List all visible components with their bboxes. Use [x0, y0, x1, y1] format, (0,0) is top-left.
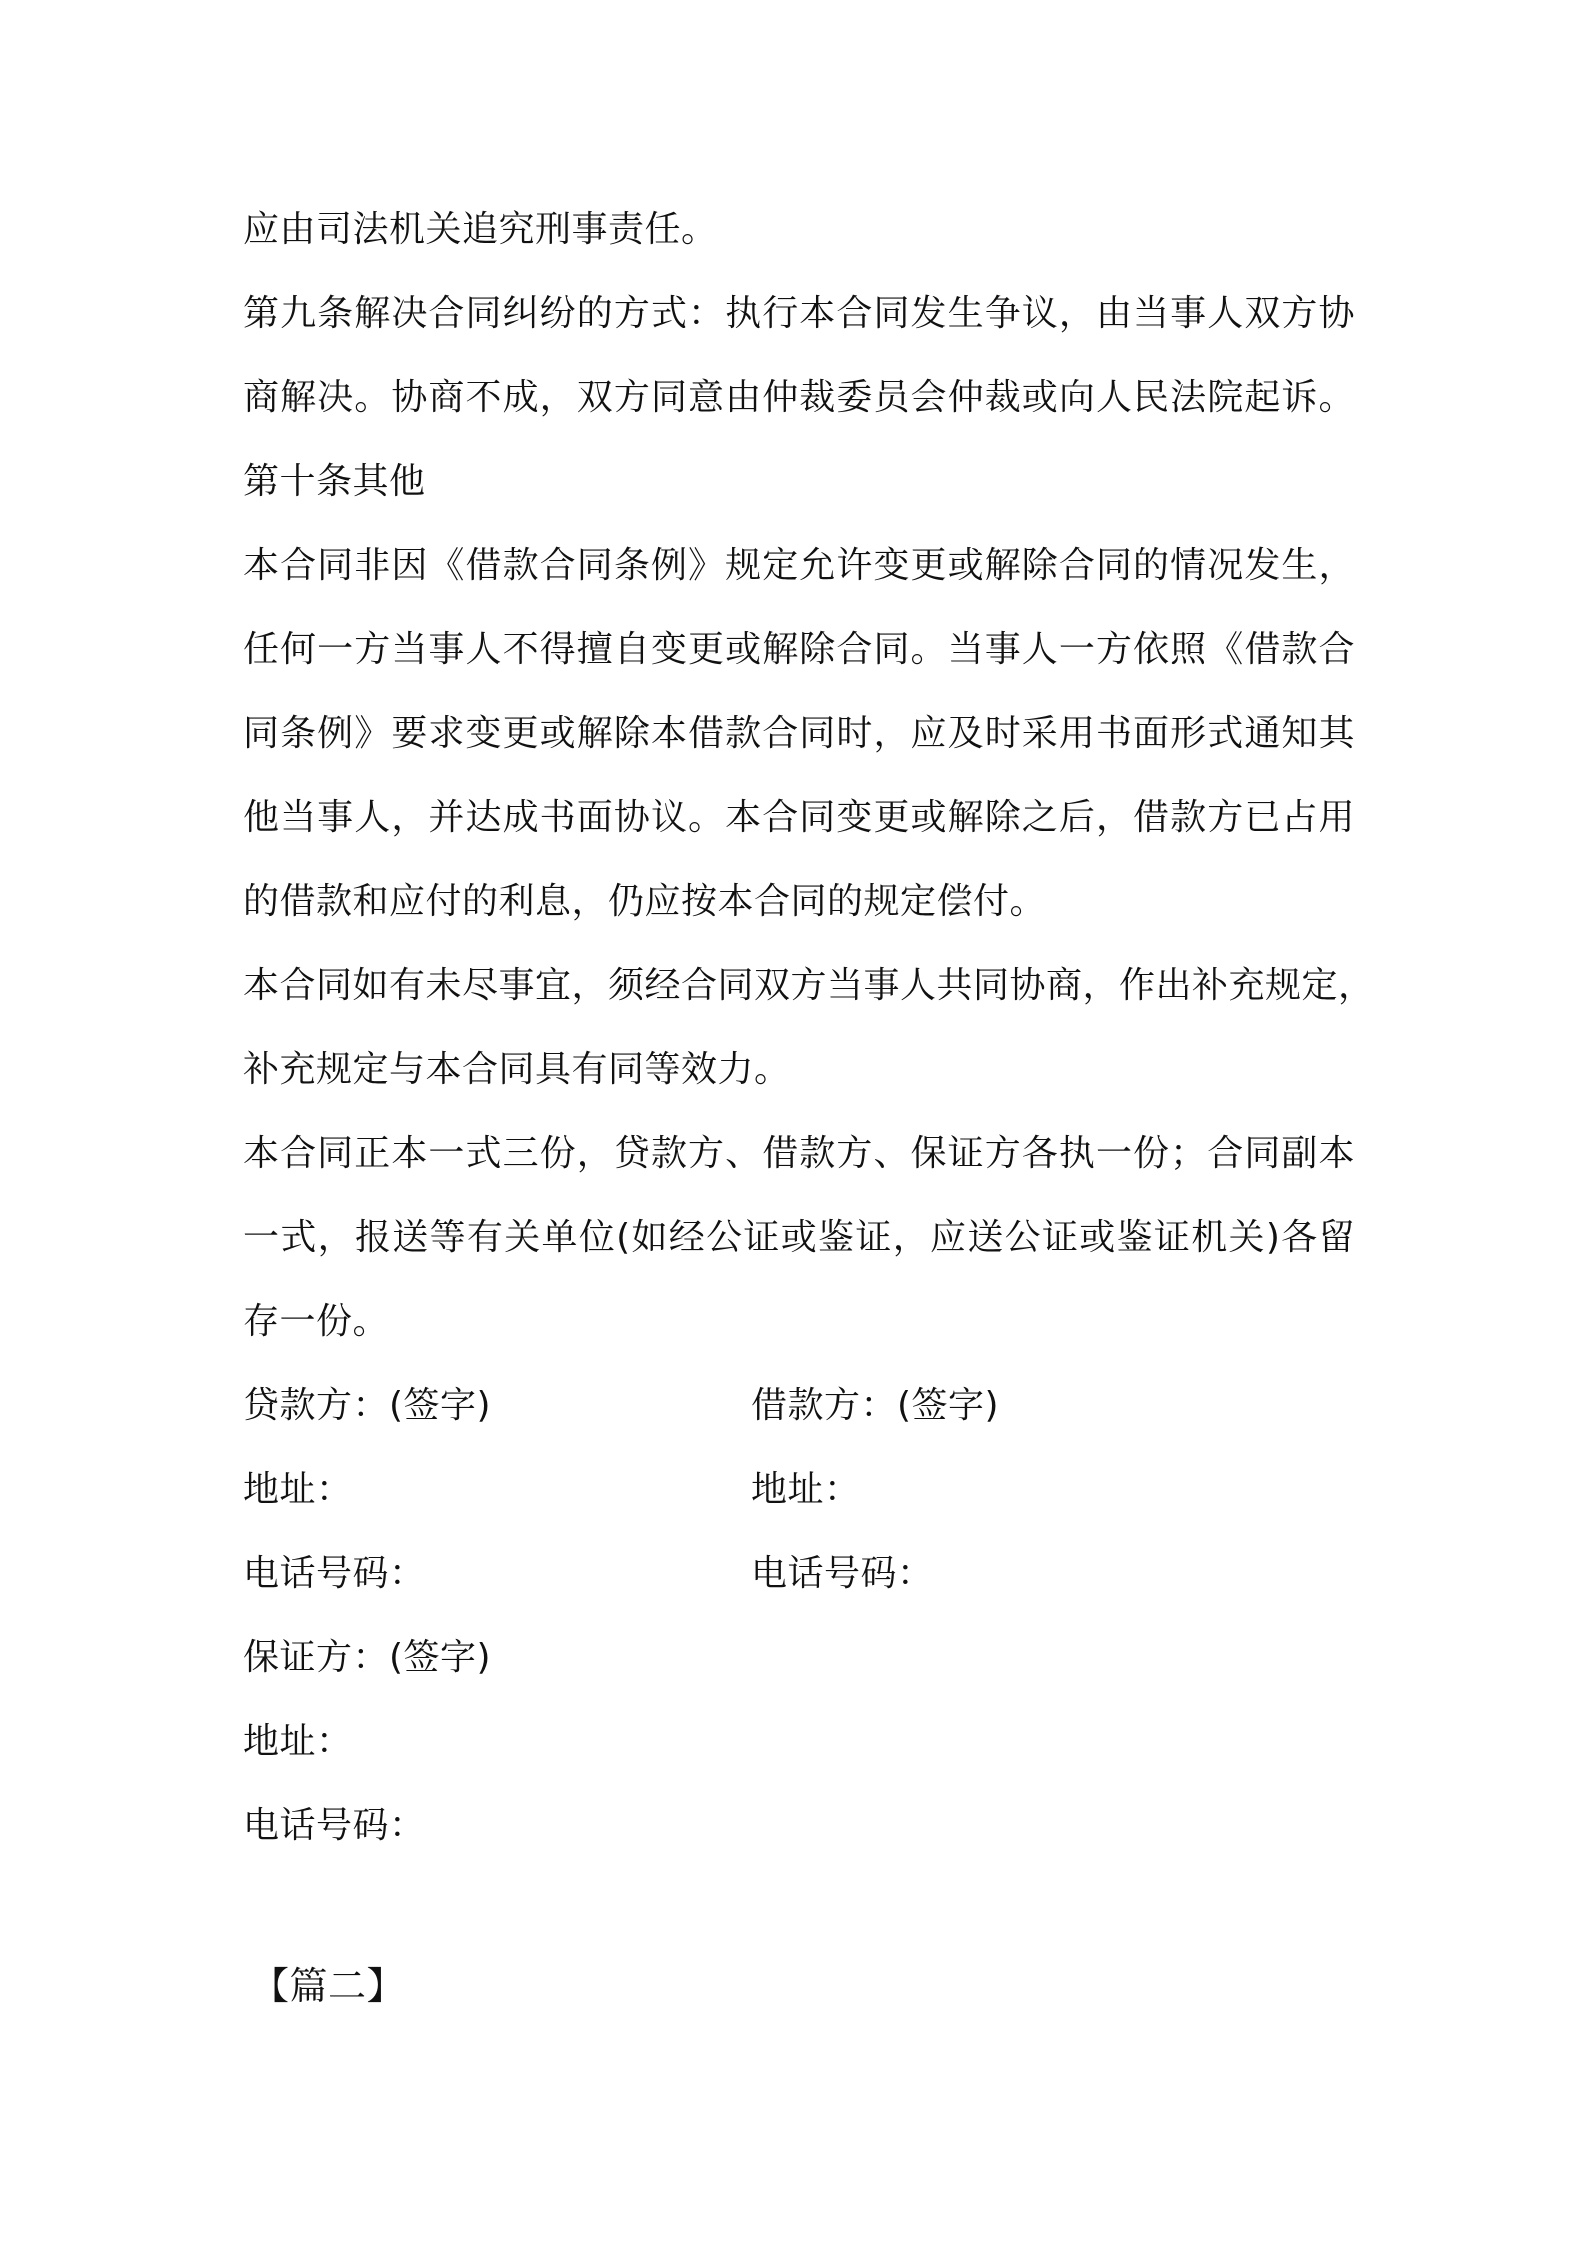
borrower-address: 地址： — [751, 1469, 861, 1510]
paragraph-line: 一式，报送等有关单位(如经公证或鉴证，应送公证或鉴证机关)各留 — [243, 1217, 1355, 1258]
paragraph-line: 商解决。协商不成，双方同意由仲裁委员会仲裁或向人民法院起诉。 — [243, 377, 1355, 418]
paragraph-line: 本合同如有未尽事宜，须经合同双方当事人共同协商，作出补充规定， — [243, 965, 1375, 1006]
lender-phone: 电话号码： — [243, 1553, 426, 1594]
paragraph-line: 任何一方当事人不得擅自变更或解除合同。当事人一方依照《借款合 — [243, 629, 1355, 670]
paragraph-line: 存一份。 — [243, 1301, 390, 1342]
borrower-phone: 电话号码： — [751, 1553, 934, 1594]
guarantor-signature: 保证方：(签字) — [243, 1637, 492, 1678]
paragraph-line: 的借款和应付的利息，仍应按本合同的规定偿付。 — [243, 881, 1047, 922]
borrower-signature: 借款方：(签字) — [751, 1385, 1000, 1426]
paragraph-line: 他当事人，并达成书面协议。本合同变更或解除之后，借款方已占用 — [243, 797, 1355, 838]
guarantor-address: 地址： — [243, 1721, 353, 1762]
lender-signature: 贷款方：(签字) — [243, 1385, 492, 1426]
paragraph-line: 同条例》要求变更或解除本借款合同时，应及时采用书面形式通知其 — [243, 713, 1355, 754]
paragraph-line: 第九条解决合同纠纷的方式：执行本合同发生争议，由当事人双方协 — [243, 293, 1355, 334]
section-marker: 【篇二】 — [251, 1964, 406, 2008]
guarantor-phone: 电话号码： — [243, 1805, 426, 1846]
paragraph-line: 应由司法机关追究刑事责任。 — [243, 209, 718, 250]
article-heading: 第十条其他 — [243, 461, 426, 502]
paragraph-line: 补充规定与本合同具有同等效力。 — [243, 1049, 791, 1090]
paragraph-line: 本合同非因《借款合同条例》规定允许变更或解除合同的情况发生， — [243, 545, 1355, 586]
lender-address: 地址： — [243, 1469, 353, 1510]
paragraph-line: 本合同正本一式三份，贷款方、借款方、保证方各执一份；合同副本 — [243, 1133, 1355, 1174]
